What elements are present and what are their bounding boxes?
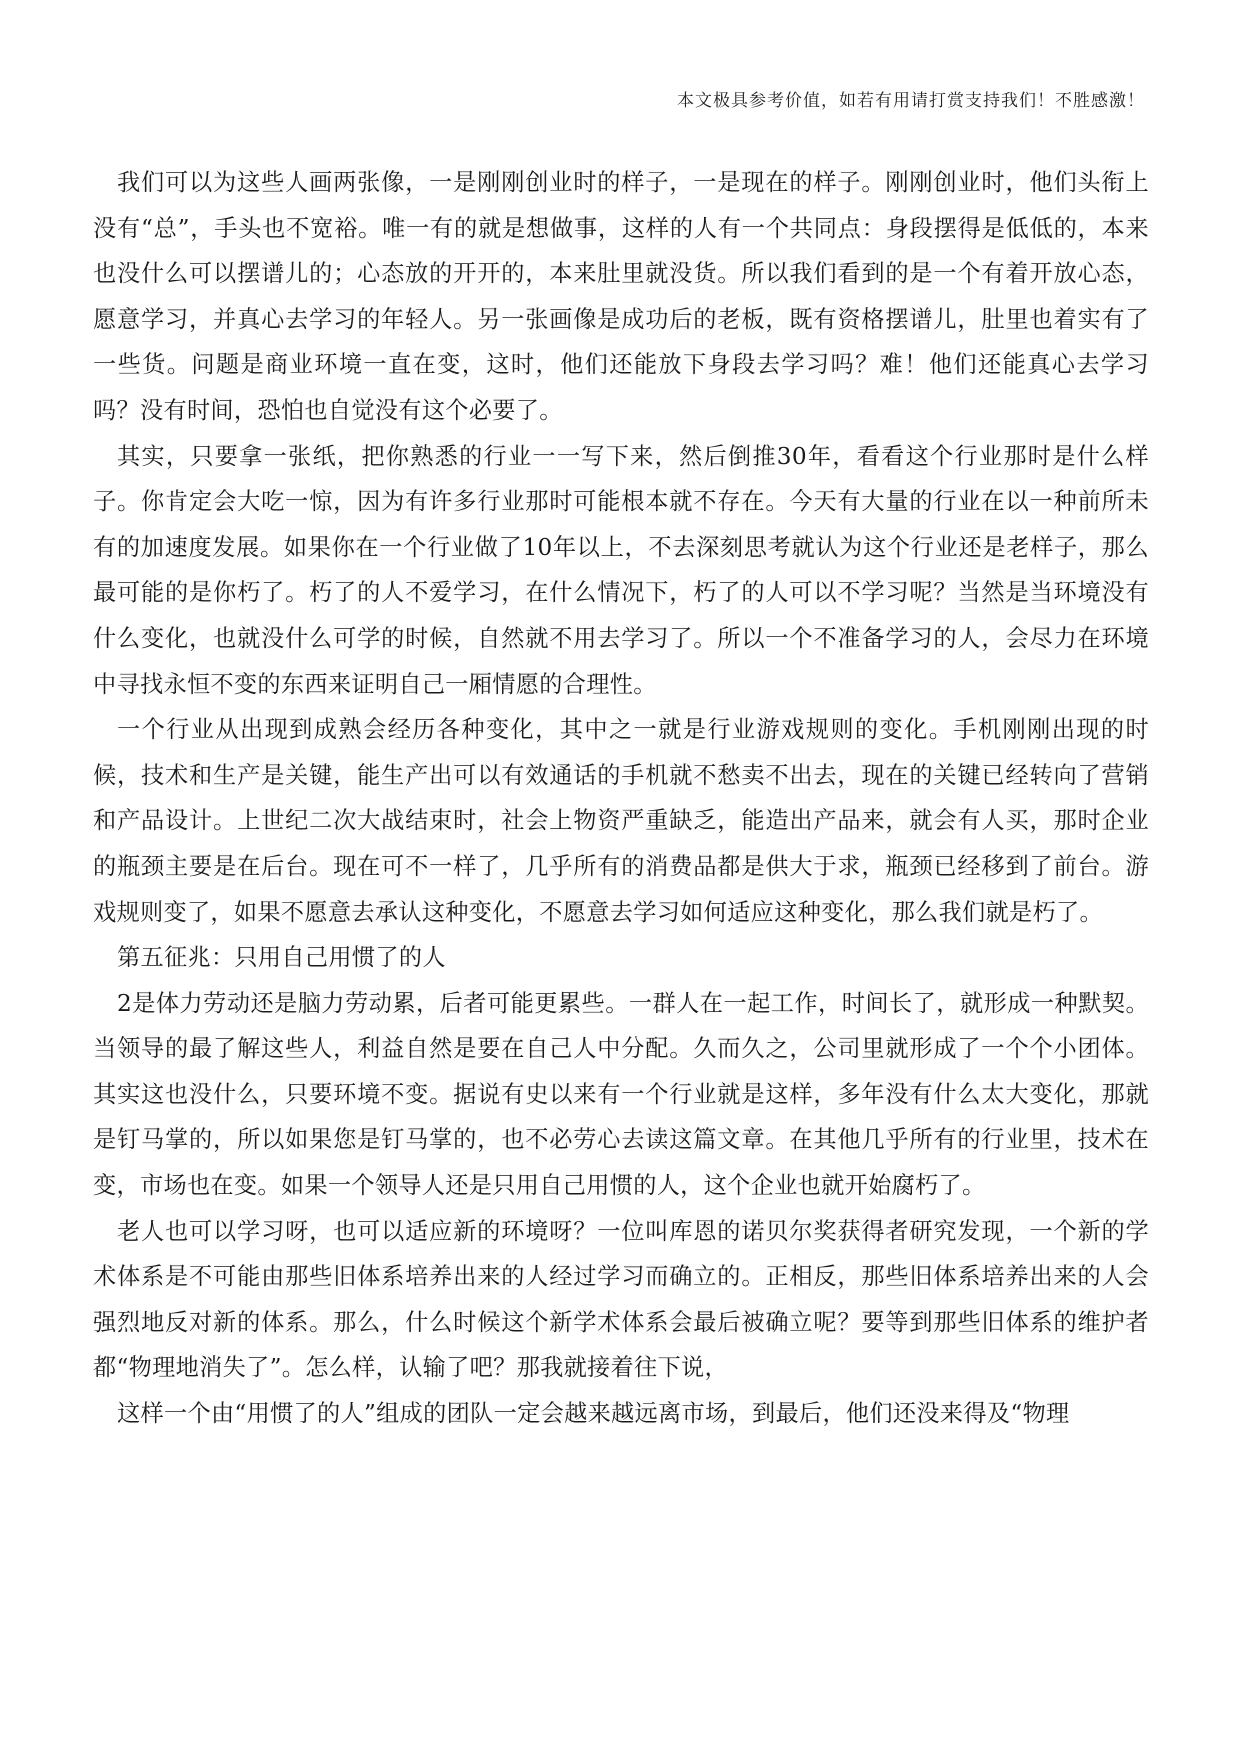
- paragraph: 2是体力劳动还是脑力劳动累，后者可能更累些。一群人在一起工作，时间长了，就形成一种默契。当领导的最了解这些人，利益自然是要在自己人中分配。久而久之，公司里就形成了一个个小团体。其实这也没什么，只要环境不变。据说有史以来有一个行业就是这样，多年没有什么太大变化，那就是钉马掌的，所以如果您是钉马掌的，也不必劳心去读这篇文章。在其他几乎所有的行业里，技术在变，市场也在变。如果一个领导人还是只用自己用惯的人，这个企业也就开始腐朽了。: [93, 989, 1149, 1200]
- article-body: [93, 160, 1149, 1437]
- paragraph: 我们可以为这些人画两张像，一是刚刚创业时的样子，一是现在的样子。刚刚创业时，他们头衔上没有“总”，手头也不宽裕。唯一有的就是想做事，这样的人有一个共同点：身段摆得是低低的，本来也没什么可以摆谱儿的；心态放的开开的，本来肚里就没货。所以我们看到的是一个有着开放心态，愿意学习，并真心去学习的年轻人。另一张画像是成功后的老板，既有资格摆谱儿，肚里也着实有了一些货。问题是商业环境一直在变，这时，他们还能放下身段去学习吗？难！他们还能真心去学习吗？没有时间，恐怕也自觉没有这个必要了。: [93, 169, 1149, 424]
- section-heading: 第五征兆：只用自己用惯了的人: [117, 944, 446, 972]
- paragraph: 老人也可以学习呀，也可以适应新的环境呀？一位叫库恩的诺贝尔奖获得者研究发现，一个新的学术体系是不可能由那些旧体系培养出来的人经过学习而确立的。正相反，那些旧体系培养出来的人会强烈地反对新的体系。那么，什么时候这个新学术体系会最后被确立呢？要等到那些旧体系的维护者都“物理地消失了”。怎么样，认输了吧？那我就接着往下说，: [93, 1217, 1149, 1382]
- paragraph: 其实，只要拿一张纸，把你熟悉的行业一一写下来，然后倒推30年，看看这个行业那时是什么样子。你肯定会大吃一惊，因为有许多行业那时可能根本就不存在。今天有大量的行业在以一种前所未有的加速度发展。如果你在一个行业做了10年以上，不去深刻思考就认为这个行业还是老样子，那么最可能的是你朽了。朽了的人不爱学习，在什么情况下，朽了的人可以不学习呢？当然是当环境没有什么变化，也就没什么可学的时候，自然就不用去学习了。所以一个不准备学习的人，会尽力在环境中寻找永恒不变的东西来证明自己一厢情愿的合理性。: [93, 442, 1149, 698]
- header-note: 本文极具参考价值，如若有用请打赏支持我们！不胜感激！: [677, 91, 1145, 111]
- paragraph: 一个行业从出现到成熟会经历各种变化，其中之一就是行业游戏规则的变化。手机刚刚出现的时候，技术和生产是关键，能生产出可以有效通话的手机就不愁卖不出去，现在的关键已经转向了营销和产品设计。上世纪二次大战结束时，社会上物资严重缺乏，能造出产品来，就会有人买，那时企业的瓶颈主要是在后台。现在可不一样了，几乎所有的消费品都是供大于求，瓶颈已经移到了前台。游戏规则变了，如果不愿意去承认这种变化，不愿意去学习如何适应这种变化，那么我们就是朽了。: [93, 716, 1149, 926]
- paragraph: 这样一个由“用惯了的人”组成的团队一定会越来越远离市场，到最后，他们还没来得及“物理: [117, 1400, 1070, 1428]
